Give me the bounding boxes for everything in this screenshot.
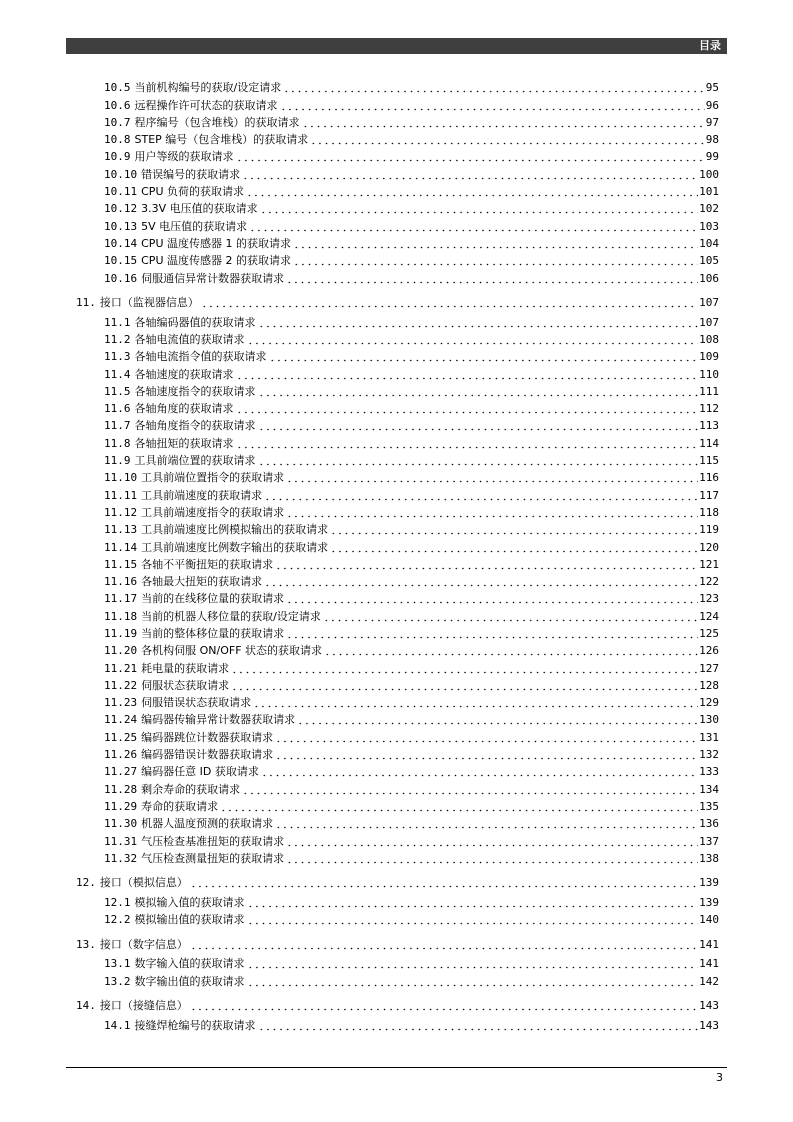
toc-dot-leader	[263, 575, 698, 588]
toc-entry-page: 130	[699, 713, 719, 727]
toc-entry-page: 142	[699, 974, 719, 988]
toc-section-entry[interactable]	[104, 250, 719, 267]
toc-entry-number: 11.9	[104, 454, 131, 468]
toc-dot-leader	[200, 296, 698, 309]
toc-entry-number: 13.1	[104, 957, 131, 971]
toc-entry-title: 各轴角度指令的获取请求	[134, 419, 256, 433]
toc-entry-title: CPU 温度传感器 2 的获取请求	[141, 254, 291, 268]
toc-entry-number: 10.12	[104, 202, 138, 216]
toc-chapter-entry[interactable]	[76, 933, 719, 950]
toc-entry-title: 气压检查基准扭矩的获取请求	[141, 834, 285, 848]
toc-section-entry[interactable]	[104, 502, 719, 519]
toc-section-entry[interactable]	[104, 381, 719, 398]
toc-dot-leader	[246, 896, 699, 909]
toc-entry-number: 10.5	[104, 81, 131, 95]
toc-dot-leader	[235, 437, 699, 450]
toc-entry-number: 11.25	[104, 730, 138, 744]
toc-section-entry[interactable]	[104, 848, 719, 865]
toc-entry-number: 10.9	[104, 150, 131, 164]
toc-entry-page: 102	[699, 202, 719, 216]
toc-dot-leader	[260, 765, 698, 778]
toc-entry-number: 11.17	[104, 592, 138, 606]
toc-dot-leader	[259, 202, 698, 215]
toc-entry-number: 10.8	[104, 133, 131, 147]
toc-entry-title: 当前的机器人移位量的获取/设定请求	[141, 609, 321, 623]
toc-section-entry[interactable]	[104, 554, 719, 571]
toc-section-entry[interactable]	[104, 830, 719, 847]
toc-entry-title: 当前的整体移位量的获取请求	[141, 627, 285, 640]
toc-entry-page: 95	[705, 81, 719, 95]
toc-dot-leader	[292, 254, 698, 267]
toc-entry-page: 108	[699, 332, 719, 346]
toc-entry-title: 编码器任意 ID 获取请求	[141, 765, 259, 779]
toc-entry-page: 126	[699, 644, 719, 658]
toc-dot-leader	[282, 81, 705, 94]
toc-entry-number: 11.5	[104, 384, 131, 398]
toc-entry-number: 11.28	[104, 782, 138, 796]
toc-section-entry[interactable]	[104, 467, 719, 484]
toc-entry-number: 11.26	[104, 748, 138, 762]
toc-entry-title: 模拟输出值的获取请求	[134, 913, 245, 927]
toc-section-entry[interactable]	[104, 363, 719, 380]
toc-section-entry[interactable]	[104, 796, 719, 813]
toc-entry-page: 112	[699, 402, 719, 416]
toc-dot-leader	[329, 541, 698, 554]
toc-entry-number: 11.7	[104, 419, 131, 433]
toc-entry-page: 120	[699, 540, 719, 554]
toc-section-entry[interactable]	[104, 484, 719, 501]
footer-page-number: 3	[716, 1071, 723, 1084]
toc-section-entry[interactable]	[104, 432, 719, 449]
toc-entry-number: 10.15	[104, 254, 138, 268]
toc-entry-number: 14.1	[104, 1018, 131, 1032]
toc-entry-number: 11.4	[104, 367, 131, 381]
toc-entry-number: 11.1	[104, 315, 131, 329]
toc-entry-page: 113	[699, 419, 719, 433]
toc-section-entry[interactable]	[104, 329, 719, 346]
toc-entry-title: 各轴不平衡扭矩的获取请求	[141, 557, 274, 571]
toc-dot-leader	[274, 817, 698, 830]
toc-entry-number: 11.24	[104, 713, 138, 727]
toc-dot-leader	[285, 835, 698, 848]
toc-entry-page: 128	[699, 678, 719, 692]
toc-section-entry[interactable]	[104, 415, 719, 432]
toc-dot-leader	[292, 237, 698, 250]
toc-entry-number: 10.16	[104, 271, 138, 285]
toc-entry-title: CPU 负荷的获取请求	[141, 185, 244, 199]
toc-dot-leader	[189, 999, 698, 1012]
toc-entry-page: 117	[699, 488, 719, 502]
toc-entry-number: 11.14	[104, 540, 138, 554]
toc-dot-leader	[241, 783, 698, 796]
toc-entry-page: 105	[699, 254, 719, 268]
toc-entry-title: 编码器错误计数器获取请求	[141, 748, 274, 762]
toc-section-entry[interactable]	[104, 892, 719, 909]
toc-entry-title: 编码器传输异常计数器获取请求	[141, 713, 296, 727]
toc-chapter-entry[interactable]	[76, 292, 719, 309]
toc-entry-page: 136	[699, 817, 719, 831]
toc-entry-title: 当前机构编号的获取/设定请求	[134, 81, 282, 95]
toc-section-entry[interactable]	[104, 813, 719, 830]
toc-entry-page: 119	[699, 523, 719, 537]
toc-entry-number: 10.11	[104, 185, 138, 199]
toc-entry-title: 各轴电流指令值的获取请求	[134, 350, 267, 364]
toc-entry-page: 116	[699, 471, 719, 485]
toc-dot-leader	[246, 957, 699, 970]
toc-dot-leader	[257, 419, 699, 432]
toc-entry-page: 118	[699, 505, 719, 519]
toc-entry-number: 11.21	[104, 661, 138, 675]
toc-dot-leader	[285, 272, 698, 285]
toc-dot-leader	[189, 876, 698, 889]
toc-entry-title: 机器人温度预测的获取请求	[141, 817, 274, 831]
toc-entry-page: 133	[699, 765, 719, 779]
toc-entry-number: 11.15	[104, 557, 138, 571]
toc-section-entry[interactable]	[104, 640, 719, 657]
toc-entry-number: 11.3	[104, 350, 131, 364]
toc-dot-leader	[285, 471, 698, 484]
toc-entry-page: 124	[699, 609, 719, 623]
toc-entry-number: 11.22	[104, 678, 138, 692]
toc-entry-number: 11.2	[104, 332, 131, 346]
toc-entry-page: 103	[699, 219, 719, 233]
toc-entry-page: 127	[699, 661, 719, 675]
toc-entry-number: 11.16	[104, 575, 138, 589]
toc-entry-page: 100	[699, 167, 719, 181]
toc-entry-title: 用户等级的获取请求	[134, 150, 234, 164]
toc-entry-page: 123	[699, 592, 719, 606]
toc-section-entry[interactable]	[104, 311, 719, 328]
toc-entry-page: 114	[699, 436, 719, 450]
toc-section-entry[interactable]	[104, 953, 719, 970]
toc-section-entry[interactable]	[104, 778, 719, 795]
toc-entry-number: 13.	[76, 937, 96, 951]
toc-section-entry[interactable]	[104, 519, 719, 536]
toc-entry-page: 135	[699, 799, 719, 813]
toc-entry-title: 各轴速度指令的获取请求	[134, 384, 256, 398]
toc-entry-title: 气压检查测量扭矩的获取请求	[141, 851, 285, 865]
toc-entry-page: 121	[699, 557, 719, 571]
toc-entry-number: 10.6	[104, 98, 131, 112]
toc-chapter-entry[interactable]	[76, 872, 719, 889]
toc-entry-page: 111	[699, 384, 719, 398]
toc-entry-page: 109	[699, 350, 719, 364]
toc-entry-number: 11.18	[104, 609, 138, 623]
toc-entry-page: 115	[699, 454, 719, 468]
toc-entry-title: 当前的在线移位量的获取请求	[141, 592, 285, 606]
toc-section-entry[interactable]	[104, 744, 719, 761]
toc-dot-leader	[235, 402, 699, 415]
toc-section-entry[interactable]	[104, 726, 719, 743]
toc-section-entry[interactable]	[104, 198, 719, 215]
toc-entry-page: 110	[699, 367, 719, 381]
toc-entry-title: 伺服通信异常计数器获取请求	[141, 271, 285, 285]
toc-entry-number: 11.19	[104, 627, 138, 640]
toc-entry-number: 10.13	[104, 219, 138, 233]
toc-section-entry[interactable]	[104, 909, 719, 926]
toc-entry-number: 11.8	[104, 436, 131, 450]
toc-dot-leader	[285, 506, 698, 519]
toc-entry-title: 工具前端速度比例数字输出的获取请求	[141, 540, 329, 554]
toc-entry-title: 远程操作许可状态的获取请求	[134, 98, 278, 112]
toc-entry-title: 各机构伺服 ON/OFF 状态的获取请求	[141, 644, 323, 658]
toc-entry-number: 11.20	[104, 644, 138, 658]
toc-entry-title: 数字输入值的获取请求	[134, 957, 245, 971]
toc-entry-title: 数字输出值的获取请求	[134, 974, 245, 988]
toc-entry-number: 10.10	[104, 167, 138, 181]
toc-section-entry[interactable]	[104, 1014, 719, 1031]
toc-entry-title: 接口（接缝信息）	[99, 998, 188, 1012]
toc-dot-leader	[189, 938, 698, 951]
toc-dot-leader	[235, 368, 699, 381]
toc-entry-title: 3.3V 电压值的获取请求	[141, 202, 258, 216]
toc-dot-leader	[301, 116, 705, 129]
toc-entry-title: 伺服错误状态获取请求	[141, 696, 252, 710]
toc-section-entry[interactable]	[104, 346, 719, 363]
toc-dot-leader	[257, 316, 699, 329]
toc-section-entry[interactable]	[104, 709, 719, 726]
toc-section-entry[interactable]	[104, 536, 719, 553]
toc-dot-leader	[285, 852, 698, 865]
toc-entry-page: 125	[699, 627, 719, 640]
toc-entry-number: 13.2	[104, 974, 131, 988]
toc-section-entry[interactable]	[104, 623, 719, 640]
toc-dot-leader	[246, 913, 699, 926]
toc-section-entry[interactable]	[104, 398, 719, 415]
toc-entry-title: 各轴编码器值的获取请求	[134, 315, 256, 329]
toc-entry-number: 10.7	[104, 115, 131, 129]
toc-dot-leader	[246, 975, 699, 988]
toc-entry-page: 101	[699, 185, 719, 199]
toc-chapter-entry[interactable]	[76, 995, 719, 1012]
toc-entry-title: 模拟输入值的获取请求	[134, 895, 245, 909]
toc-dot-leader	[230, 662, 698, 675]
toc-entry-title: 各轴最大扭矩的获取请求	[141, 575, 263, 589]
toc-entry-title: CPU 温度传感器 1 的获取请求	[141, 236, 291, 250]
toc-dot-leader	[268, 350, 699, 363]
toc-entry-title: 接口（数字信息）	[99, 937, 188, 951]
toc-entry-title: 接口（监视器信息）	[99, 295, 199, 309]
toc-entry-number: 11.	[76, 295, 96, 309]
toc-entry-page: 138	[699, 851, 719, 865]
toc-entry-title: 各轴扭矩的获取请求	[134, 436, 234, 450]
toc-entry-number: 10.14	[104, 236, 138, 250]
toc-dot-leader	[263, 489, 698, 502]
toc-section-entry[interactable]	[104, 77, 719, 94]
footer-rule	[66, 1067, 727, 1068]
toc-entry-page: 107	[699, 315, 719, 329]
toc-section-entry[interactable]	[104, 215, 719, 232]
toc-dot-leader	[285, 627, 698, 640]
toc-entry-number: 11.23	[104, 696, 138, 710]
toc-entry-number: 11.30	[104, 817, 138, 831]
toc-entry-title: 程序编号（包含堆栈）的获取请求	[134, 115, 300, 129]
toc-section-entry[interactable]	[104, 233, 719, 250]
toc-section-entry[interactable]	[104, 181, 719, 198]
toc-dot-leader	[274, 731, 698, 744]
toc-entry-title: 伺服状态获取请求	[141, 678, 230, 692]
toc-entry-number: 12.2	[104, 913, 131, 927]
toc-dot-leader	[219, 800, 698, 813]
toc-dot-leader	[245, 185, 698, 198]
toc-entry-number: 12.1	[104, 895, 131, 909]
toc-entry-title: 5V 电压值的获取请求	[141, 219, 248, 233]
toc-entry-page: 143	[699, 998, 719, 1012]
toc-entry-title: 各轴角度的获取请求	[134, 402, 234, 416]
toc-section-entry[interactable]	[104, 94, 719, 111]
toc-section-entry[interactable]	[104, 267, 719, 284]
toc-entry-page: 107	[699, 295, 719, 309]
toc-entry-number: 11.32	[104, 851, 138, 865]
toc-entry-page: 97	[705, 115, 719, 129]
toc-section-entry[interactable]	[104, 112, 719, 129]
table-of-contents	[0, 77, 793, 1032]
toc-entry-title: 工具前端速度的获取请求	[141, 488, 263, 502]
toc-entry-title: 各轴电流值的获取请求	[134, 332, 245, 346]
toc-dot-leader	[235, 150, 705, 163]
toc-entry-title: 耗电量的获取请求	[141, 661, 230, 675]
toc-dot-leader	[274, 558, 698, 571]
toc-entry-page: 139	[699, 895, 719, 909]
toc-dot-leader	[257, 385, 699, 398]
toc-dot-leader	[323, 644, 698, 657]
toc-entry-page: 137	[699, 834, 719, 848]
toc-dot-leader	[285, 592, 698, 605]
toc-entry-page: 141	[699, 937, 719, 951]
toc-entry-title: STEP 编号（包含堆栈）的获取请求	[134, 133, 309, 147]
toc-entry-page: 96	[705, 98, 719, 112]
toc-dot-leader	[241, 168, 698, 181]
toc-entry-page: 141	[699, 957, 719, 971]
toc-entry-number: 11.13	[104, 523, 138, 537]
toc-dot-leader	[257, 454, 699, 467]
toc-dot-leader	[309, 133, 704, 146]
toc-entry-title: 工具前端速度比例模拟输出的获取请求	[141, 523, 329, 537]
toc-entry-title: 编码器跳位计数器获取请求	[141, 730, 274, 744]
toc-dot-leader	[322, 610, 698, 623]
toc-section-entry[interactable]	[104, 163, 719, 180]
toc-dot-leader	[230, 679, 698, 692]
toc-entry-page: 104	[699, 236, 719, 250]
toc-section-entry[interactable]	[104, 146, 719, 163]
toc-entry-title: 剩余寿命的获取请求	[141, 782, 241, 796]
toc-entry-page: 131	[699, 730, 719, 744]
toc-section-entry[interactable]	[104, 970, 719, 987]
toc-entry-number: 11.27	[104, 765, 138, 779]
toc-entry-title: 错误编号的获取请求	[141, 167, 241, 181]
toc-entry-page: 129	[699, 696, 719, 710]
toc-section-entry[interactable]	[104, 761, 719, 778]
toc-entry-page: 132	[699, 748, 719, 762]
toc-entry-title: 工具前端位置的获取请求	[134, 454, 256, 468]
toc-entry-number: 11.10	[104, 471, 138, 485]
toc-entry-page: 98	[705, 133, 719, 147]
toc-entry-title: 寿命的获取请求	[141, 799, 219, 813]
toc-entry-page: 106	[699, 271, 719, 285]
toc-entry-title: 各轴速度的获取请求	[134, 367, 234, 381]
toc-entry-number: 11.29	[104, 799, 138, 813]
toc-entry-title: 工具前端速度指令的获取请求	[141, 505, 285, 519]
toc-dot-leader	[257, 1019, 699, 1032]
toc-section-entry[interactable]	[104, 675, 719, 692]
toc-entry-title: 接口（模拟信息）	[99, 876, 188, 890]
toc-dot-leader	[252, 696, 698, 709]
toc-dot-leader	[246, 333, 699, 346]
toc-entry-page: 143	[699, 1018, 719, 1032]
toc-section-entry[interactable]	[104, 692, 719, 709]
toc-entry-title: 工具前端位置指令的获取请求	[141, 471, 285, 485]
toc-entry-number: 11.6	[104, 402, 131, 416]
toc-entry-page: 139	[699, 876, 719, 890]
toc-section-entry[interactable]	[104, 657, 719, 674]
toc-entry-page: 134	[699, 782, 719, 796]
header-bar	[66, 38, 727, 54]
toc-entry-page: 122	[699, 575, 719, 589]
toc-entry-number: 12.	[76, 876, 96, 890]
toc-entry-number: 14.	[76, 998, 96, 1012]
toc-entry-page: 99	[705, 150, 719, 164]
toc-entry-number: 11.12	[104, 505, 138, 519]
toc-section-entry[interactable]	[104, 450, 719, 467]
toc-section-entry[interactable]	[104, 605, 719, 622]
toc-dot-leader	[279, 99, 705, 112]
header-title: 目录	[699, 39, 721, 52]
toc-entry-title: 接缝焊枪编号的获取请求	[134, 1018, 256, 1032]
toc-entry-page: 140	[699, 913, 719, 927]
toc-entry-number: 11.31	[104, 834, 138, 848]
toc-dot-leader	[274, 748, 698, 761]
toc-dot-leader	[329, 523, 698, 536]
toc-dot-leader	[296, 713, 698, 726]
toc-entry-number: 11.11	[104, 488, 138, 502]
toc-dot-leader	[248, 220, 698, 233]
toc-section-entry[interactable]	[104, 588, 719, 605]
toc-section-entry[interactable]	[104, 129, 719, 146]
toc-section-entry[interactable]	[104, 571, 719, 588]
